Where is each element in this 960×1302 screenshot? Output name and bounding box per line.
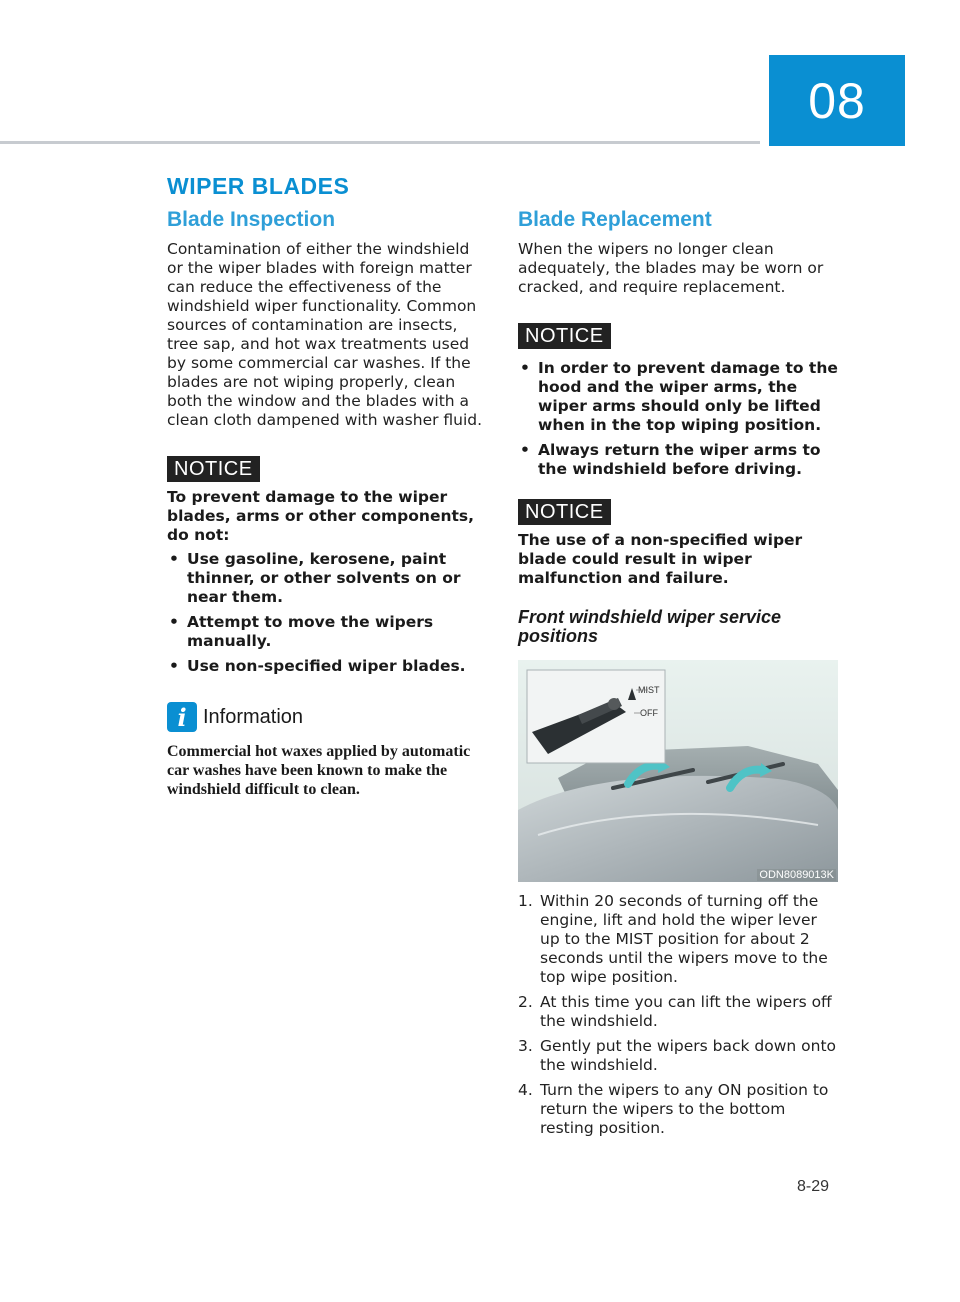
wiper-service-figure (518, 660, 838, 882)
header-rule (0, 141, 760, 144)
steps-list (518, 892, 840, 1138)
figure-title: Front windshield wiper service positions (518, 607, 782, 646)
list-item: • Always return the wiper arms to the windshield before driving. (518, 441, 840, 479)
list-item: • Use non-specified wiper blades. (167, 657, 483, 676)
mist-label: MIST (638, 685, 660, 695)
notice-intro: To prevent damage to the wiper blades, arms or other components, do not: (167, 488, 475, 544)
page-number: 8-29 (797, 1178, 830, 1195)
notice-list (518, 359, 840, 479)
section-title: WIPER BLADES (167, 173, 350, 199)
list-item: 4. Turn the wipers to any ON position to return the wipers to the bottom resting position. (518, 1081, 829, 1137)
information-text: Commercial hot waxes applied by automatic car washes have been known to make the windshield difficult to clean. (167, 743, 471, 798)
blade-inspection-paragraph: Contamination of either the windshield or the wiper blades with foreign matter can reduce the effectiveness of the windshield wiper functionality. Common sources of contamination are insects, tree sap, and hot wax treatments used by some commercial car washes. If the blades are not wiping properly, clean both the window and the blades with a clean cloth dampened with washer fluid. (167, 240, 483, 429)
list-item: • Attempt to move the wipers manually. (167, 613, 483, 651)
information-block (167, 702, 483, 799)
list-item: 2. At this time you can lift the wipers off the windshield. (518, 993, 832, 1030)
notice-badge: NOTICE (167, 456, 260, 482)
notice-block-non-specified (518, 499, 840, 588)
blade-replacement-heading: Blade Replacement (518, 208, 712, 231)
notice-text: The use of a non-specified wiper blade could result in wiper malfunction and failure. (518, 531, 803, 587)
notice-block-solvents (167, 456, 483, 676)
list-item: • In order to prevent damage to the hood and the wiper arms, the wiper arms should only be lifted when in the top wiping position. (518, 359, 840, 435)
figure-code: ODN8089013K (759, 869, 834, 881)
notice-block-lifting (518, 323, 840, 479)
notice-badge: NOTICE (518, 499, 611, 525)
information-icon: i (167, 702, 197, 732)
list-item: • Use gasoline, kerosene, paint thinner, or other solvents on or near them. (167, 550, 483, 607)
wiper-illustration (518, 660, 838, 882)
right-column (518, 208, 840, 1144)
off-label: OFF (640, 708, 658, 718)
blade-inspection-heading: Blade Inspection (167, 208, 336, 231)
blade-replacement-paragraph: When the wipers no longer clean adequately, the blades may be worn or cracked, and require replacement. (518, 240, 824, 296)
left-column (167, 208, 483, 799)
notice-badge: NOTICE (518, 323, 611, 349)
list-item: 1. Within 20 seconds of turning off the engine, lift and hold the wiper lever up to the MIST position for about 2 seconds until the wipers move to the top wipe position. (518, 892, 828, 986)
information-title: Information (203, 705, 304, 728)
notice-list (167, 550, 483, 676)
chapter-tab: 08 (769, 55, 905, 146)
list-item: 3. Gently put the wipers back down onto the windshield. (518, 1037, 836, 1074)
